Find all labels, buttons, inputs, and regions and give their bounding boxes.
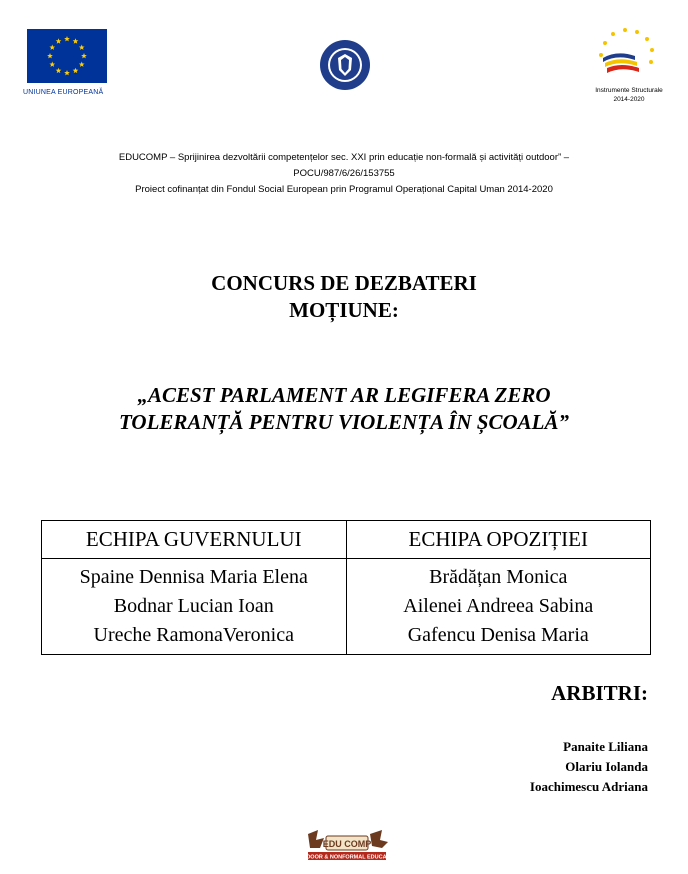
project-info	[40, 150, 648, 198]
project-line-2: POCU/987/6/26/153755	[293, 168, 395, 179]
government-member: Spaine Dennisa Maria Elena	[79, 566, 308, 588]
motion-line-1: „ACEST PARLAMENT AR LEGIFERA ZERO	[137, 383, 551, 407]
government-team-header: ECHIPA GUVERNULUI	[42, 521, 347, 559]
teams-table	[41, 520, 651, 655]
educomp-logo-icon	[294, 826, 400, 872]
eu-caption: UNIUNEA EUROPEANĂ	[23, 89, 104, 96]
arbiters-list	[530, 737, 648, 797]
footer-logo-text: EDU COMP	[322, 839, 372, 849]
is-caption-line2: 2014-2020	[613, 96, 645, 103]
government-team-members	[42, 559, 347, 655]
government-member: Bodnar Lucian Ioan	[113, 595, 274, 617]
eu-flag-icon	[27, 29, 107, 83]
opposition-team-members	[346, 559, 651, 655]
arbiters-title: ARBITRI:	[551, 681, 648, 705]
opposition-team-header: ECHIPA OPOZIȚIEI	[346, 521, 651, 559]
arbiter-name: Olariu Iolanda	[565, 759, 648, 774]
project-line-3: Proiect cofinanțat din Fondul Social European prin Programul Operațional Capital Uman 2014-2020	[135, 184, 553, 195]
arbiter-name: Panaite Liliana	[563, 739, 648, 754]
structural-instruments-icon	[595, 26, 659, 82]
header-logos	[0, 0, 688, 110]
opposition-member: Gafencu Denisa Maria	[407, 624, 589, 646]
opposition-member: Ailenei Andreea Sabina	[403, 595, 594, 617]
structural-instruments-caption	[584, 86, 674, 104]
page-title	[0, 270, 688, 324]
title-line-1: CONCURS DE DEZBATERI	[211, 271, 477, 295]
footer-logo-caption: OUTDOOR & NONFORMAL EDUCATION	[294, 854, 400, 861]
government-member: Ureche RamonaVeronica	[93, 624, 294, 646]
is-caption-line1: Instrumente Structurale	[595, 87, 663, 94]
arbiter-name: Ioachimescu Adriana	[529, 779, 648, 794]
teams-header-row	[42, 521, 651, 559]
motion-text	[40, 382, 648, 436]
project-line-1: EDUCOMP – Sprijinirea dezvoltării competențelor sec. XXI prin educație non-formală și activități outdoor” –	[118, 152, 570, 163]
motion-line-2: TOLERANȚĂ PENTRU VIOLENȚA ÎN ȘCOALĂ”	[118, 410, 569, 434]
teams-members-row	[42, 559, 651, 655]
government-seal-icon	[318, 38, 372, 92]
opposition-member: Brădățan Monica	[429, 566, 568, 588]
title-line-2: MOȚIUNE:	[289, 298, 399, 322]
